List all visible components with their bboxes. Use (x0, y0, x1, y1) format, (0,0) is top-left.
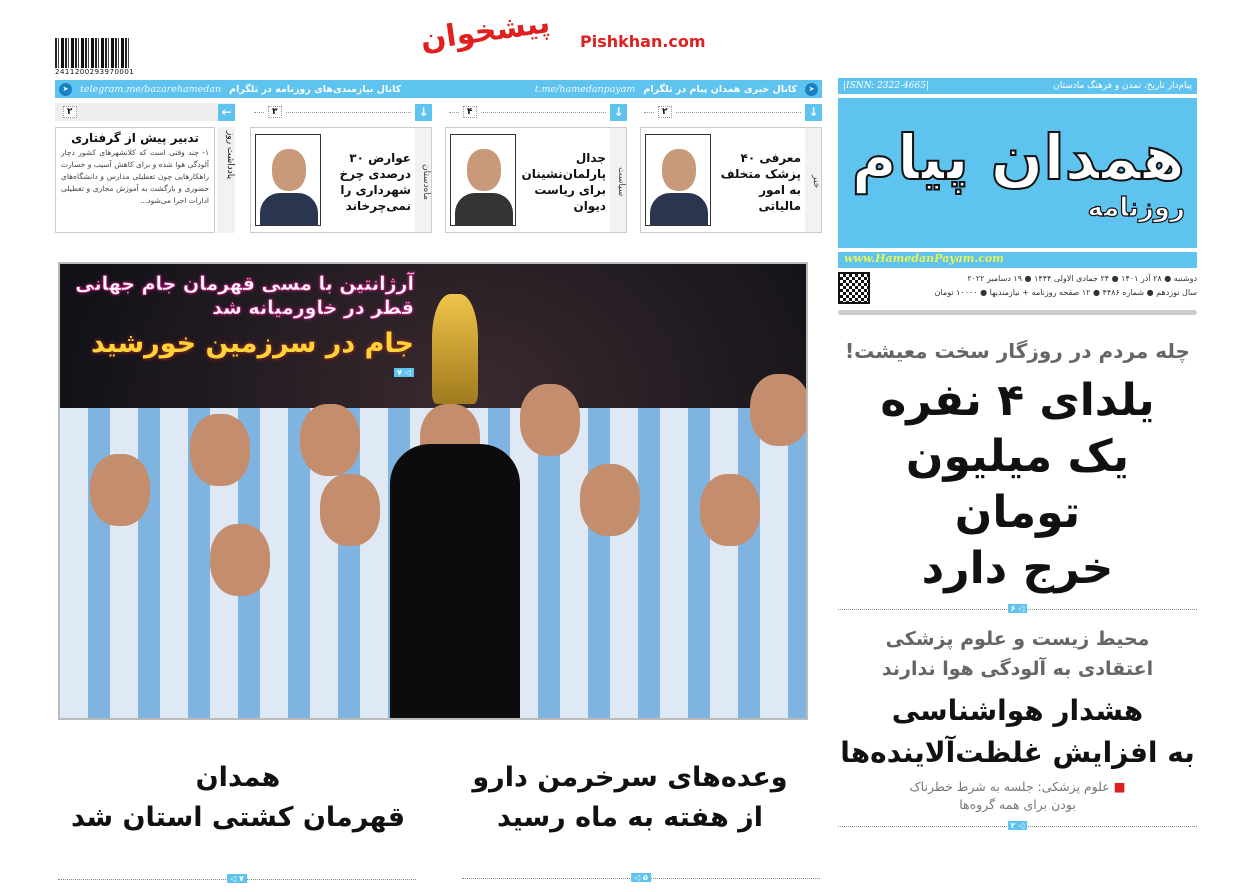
telegram-bar: ➤ کانال خبری همدان پیام در تلگرام t.me/hamedanpayam کانال نیازمندی‌های روزنامه در تلگرام telegram.me/bazarehamedan ➤ (55, 80, 822, 98)
telegram-icon: ➤ (805, 83, 818, 96)
qr-code (838, 272, 870, 304)
story4-headline[interactable]: همدان قهرمان کشتی استان شد (70, 762, 406, 833)
telegram-icon: ➤ (59, 83, 72, 96)
arrow-down-icon: ↓ (610, 104, 627, 121)
news-channel-link[interactable]: t.me/hamedanpayam (534, 83, 636, 95)
portrait-photo (255, 134, 321, 226)
hero-headline: جام در سرزمین خورشید (90, 328, 414, 359)
story2-bullet: ■ علوم پزشکی: جلسه به شرط خطرناک بودن برای همه گروه‌ها (909, 779, 1126, 812)
story2-headline[interactable]: هشدار هواشناسی به افزایش غلظت‌آلاینده‌ها (840, 694, 1195, 769)
lead-headline[interactable]: یلدای ۴ نفره یک میلیون تومان خرج دارد (880, 375, 1155, 594)
section-header-province: ↓ ۳ (250, 103, 432, 121)
watermark-site: Pishkhan.com (580, 32, 706, 51)
hero-kicker: آرژانتین با مسی قهرمان جام جهانی قطر در خاورمیانه شد (75, 273, 414, 319)
section-header-news: ↓ ۲ (640, 103, 822, 121)
politics-teaser[interactable]: سیاست جدال پارلمان‌نشینان برای ریاست دیوان (445, 127, 627, 233)
divider: ◁ ۷ (58, 879, 416, 880)
section-header-politics: ↓ ۴ (445, 103, 627, 121)
ads-channel-link[interactable]: telegram.me/bazarehamedan (80, 83, 222, 95)
page-ref[interactable]: ◁ ۷ (394, 368, 414, 377)
arrow-down-icon: ↓ (805, 104, 822, 121)
trophy (432, 294, 478, 404)
right-column (838, 78, 1197, 830)
editorial-teaser[interactable]: تدبیر پیش از گرفتاری ۱- چند وقتی است که کلانشهرهای کشور دچار آلودگی هوا شده و برای کاهش آسیب و خسارت راهکارهایی چون تعطیلی مدارس و دانشگاه‌های حضوری و بازگشت به آموزش مجازی و تعطیلی ادارات اجرا می‌شود... (55, 127, 215, 233)
province-teaser[interactable]: ماه‌دستان عوارض ۳۰ درصدی چرخ شهرداری را نمی‌چرخاند (250, 127, 432, 233)
divider: ◁ ۵ (462, 878, 820, 879)
story2-kicker: محیط زیست و علوم پزشکی اعتقادی به آلودگی هوا ندارند (881, 628, 1154, 680)
watermark: پیشخوان (418, 5, 553, 58)
portrait-photo (645, 134, 711, 226)
barcode: 2411200293970001 (55, 38, 131, 78)
portrait-photo (450, 134, 516, 226)
arrow-left-icon: ← (218, 104, 235, 121)
divider: ◁ ۶ (838, 609, 1197, 610)
newspaper-logo: همدان پیام روزنامه (838, 98, 1197, 248)
website-link[interactable]: www.HamedanPayam.com (838, 252, 1197, 268)
arrow-down-icon: ↓ (415, 104, 432, 121)
news-teaser[interactable]: خبر معرفی ۴۰ پزشک متخلف به امور مالیاتی (640, 127, 822, 233)
divider: ◁ ۲ (838, 826, 1197, 827)
lead-kicker: چله مردم در روزگار سخت معیشت! (845, 339, 1190, 363)
hero-photo[interactable] (58, 262, 808, 720)
section-header-editorial: ← ۲ (55, 103, 235, 121)
story3-headline[interactable]: وعده‌های سرخرمن دارو از هفته به ماه رسید (472, 762, 788, 833)
masthead: پیام‌دار تاریخ، تمدن و فرهنگ ماد‌ستان |ISNN: 2322-4665| همدان پیام روزنامه www.HamedanPayam.com دوشنبه ● ۲۸ آذر ۱۴۰۱ ● ۲۴ جمادی الاولی ۱۴۴۴ ● ۱۹ دسامبر ۲۰۲۲ سال نوزدهم ● شماره ۴۴۸۶ ● ۱۲ صفحه روزنامه + نیازمندیها ● ۱۰۰۰۰ تومان (838, 78, 1197, 315)
editorial-label: یادداشت روز (217, 127, 235, 233)
